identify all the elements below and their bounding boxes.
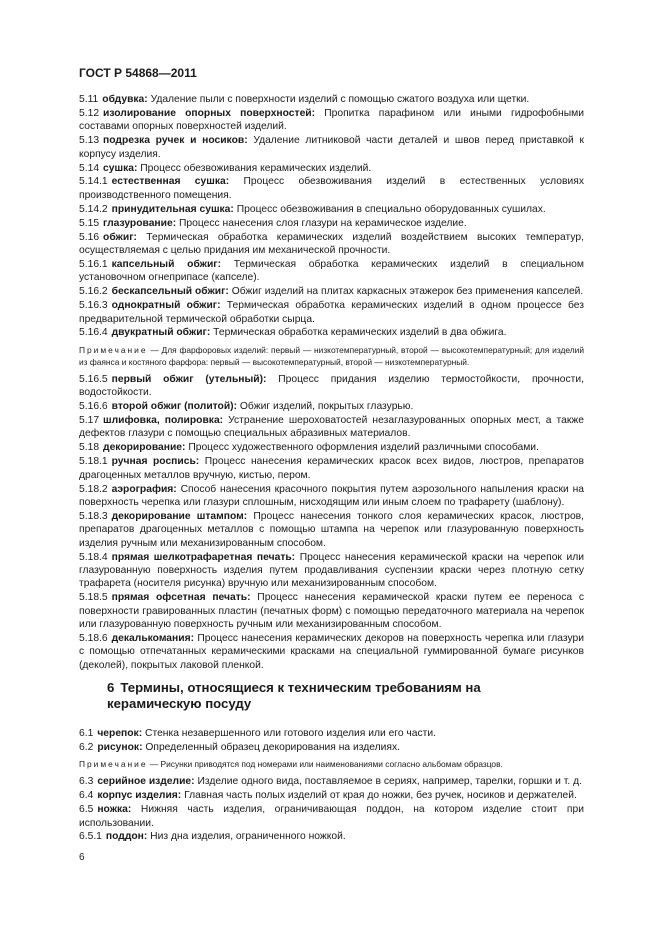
term-name: обдувка: bbox=[102, 94, 148, 105]
clause-number: 5.14.1 bbox=[79, 176, 108, 188]
term-name: сушка: bbox=[103, 162, 138, 174]
term-name: принудительная сушка: bbox=[111, 203, 234, 215]
term-definition bbox=[79, 741, 584, 754]
term-name: декалькомания: bbox=[111, 633, 195, 645]
term-definition bbox=[79, 93, 584, 106]
term-definition bbox=[79, 231, 584, 258]
clause-number: 5.11 bbox=[79, 94, 99, 105]
term-name: шлифовка, полировка: bbox=[103, 415, 224, 427]
clause-number: 5.18.6 bbox=[79, 633, 108, 645]
term-name: глазурование: bbox=[103, 217, 177, 229]
clause-number: 6.2 bbox=[79, 741, 94, 753]
definition-text: Изделие одного вида, поставляемое в сериях, например, тарелки, горшки и т. д. bbox=[197, 776, 582, 788]
clause-number: 5.18.3 bbox=[79, 510, 108, 522]
clause-number: 5.16.2 bbox=[79, 286, 108, 298]
term-definition bbox=[79, 510, 584, 550]
term-name: аэрография: bbox=[111, 483, 177, 495]
term-definition bbox=[79, 373, 584, 400]
clause-number: 5.18 bbox=[79, 442, 100, 454]
term-name: серийное изделие: bbox=[97, 776, 195, 788]
term-definition bbox=[79, 285, 584, 298]
definition-text: Низ дна изделия, ограниченного ножкой. bbox=[150, 831, 346, 843]
clause-number: 5.15 bbox=[79, 217, 100, 229]
term-name: однократный обжиг: bbox=[111, 300, 221, 312]
definition-text: Процесс художественного оформления изделий различными способами. bbox=[188, 442, 539, 454]
clause-number: 5.18.5 bbox=[79, 592, 108, 604]
definition-text: Термическая обработка керамических изделий воздействием высоких температур, осуществляемая с целью придания им механической прочности. bbox=[79, 231, 584, 256]
term-definition bbox=[79, 551, 584, 591]
definition-text: Термическая обработка керамических изделий в специальном установочном огнеприпасе (капселе). bbox=[79, 258, 584, 284]
clause-number: 6.4 bbox=[79, 790, 94, 802]
definition-text: Пропитка парафином или иными гидрофобными составами опорных поверхностей изделий. bbox=[79, 107, 584, 133]
definition-text: Процесс нанесения керамических декоров на поверхность черепка или глазури с помощью отпечатанных керамическими красками на специальной гуммированной бумаге рисунков (деколей), покрытых лаковой пленкой. bbox=[79, 633, 584, 671]
page-number: 6 bbox=[79, 852, 85, 863]
term-definition bbox=[79, 107, 584, 134]
clause-number: 6.5 bbox=[79, 804, 94, 816]
clause-number: 5.16.3 bbox=[79, 300, 108, 312]
definition-text: Термическая обработка керамических изделий в одном процессе без предварительной термической обработки сырца. bbox=[79, 300, 584, 325]
note-text: — Для фарфоровых изделий: первый — низкотемпературный, второй — высокотемпературный; для изделий из фаянса и костяного фарфора: первый — высокотемпературный, второй — низкотемпературный. bbox=[79, 344, 585, 367]
definition-text: Удаление литниковой части деталей и швов перед приставкой к корпусу изделия. bbox=[79, 135, 584, 160]
definition-text: Процесс обезвоживания изделий в естественных условиях производственного помещения. bbox=[79, 176, 584, 201]
document-header: ГОСТ Р 54868—2011 bbox=[79, 66, 197, 80]
term-definition bbox=[79, 789, 584, 802]
clause-number: 6.1 bbox=[79, 728, 94, 739]
terms-block-3 bbox=[79, 727, 584, 844]
clause-number: 5.14.2 bbox=[79, 203, 108, 215]
clause-number: 5.16 bbox=[79, 231, 100, 243]
term-definition bbox=[79, 483, 584, 510]
definition-text: Термическая обработка керамических изделий в два обжига. bbox=[213, 327, 507, 339]
note-label: Примечание bbox=[79, 344, 148, 355]
definition-text: Процесс обезвоживания керамических изделий. bbox=[140, 162, 372, 174]
term-definition bbox=[79, 441, 584, 454]
clause-number: 5.16.5 bbox=[79, 373, 108, 385]
definition-text: Процесс придания изделию термостойкости, прочности, водостойкости. bbox=[79, 373, 585, 399]
term-name: ножка: bbox=[97, 804, 132, 816]
term-definition bbox=[79, 727, 584, 740]
term-name: обжиг: bbox=[103, 231, 137, 243]
term-name: прямая офсетная печать: bbox=[111, 592, 251, 604]
clause-number: 6.5.1 bbox=[79, 831, 102, 843]
term-name: подрезка ручек и носиков: bbox=[103, 135, 248, 147]
terms-block-1 bbox=[79, 93, 584, 673]
term-name: рисунок: bbox=[97, 741, 143, 753]
term-name: первый обжиг (утельный): bbox=[111, 373, 267, 385]
section-number: 6 bbox=[107, 680, 115, 695]
term-name: второй обжиг (политой): bbox=[111, 401, 238, 413]
definition-text: Процесс нанесения керамической краски путем ее переноса с поверхности гравированных пластин (печатных форм) с помощью передаточного материала на черепок или глазурованную поверхность ручным или механизированным способом. bbox=[79, 592, 584, 631]
clause-number: 5.16.6 bbox=[79, 401, 108, 413]
clause-number: 5.18.2 bbox=[79, 483, 108, 495]
term-name: бескапсельный обжиг: bbox=[111, 286, 229, 298]
term-definition bbox=[79, 175, 584, 202]
definition-text: Главная часть полых изделий от края до ножки, без ручек, носиков и держателей. bbox=[184, 790, 577, 802]
definition-text: Обжиг изделий, покрытых глазурью. bbox=[239, 401, 414, 413]
term-definition bbox=[79, 632, 584, 672]
definition-text: Стенка незавершенного или готового изделия или его части. bbox=[145, 728, 436, 739]
note-text: — Рисунки приводятся под номерами или наименованиями согласно альбомам образцов. bbox=[149, 759, 503, 770]
definition-text: Удаление пыли с поверхности изделий с помощью сжатого воздуха или щетки. bbox=[150, 94, 530, 105]
term-definition bbox=[79, 414, 584, 441]
term-name: ручная роспись: bbox=[111, 456, 200, 468]
term-definition bbox=[79, 591, 584, 631]
definition-text: Устранение шероховатостей незаглазурованных опорных мест, а также дефектов глазури с помощью специальных абразивных материалов. bbox=[79, 415, 584, 440]
term-name: поддон: bbox=[105, 831, 148, 843]
term-name: декорирование штампом: bbox=[111, 510, 248, 522]
term-definition bbox=[79, 400, 584, 413]
clause-number: 6.3 bbox=[79, 776, 94, 788]
note-firing bbox=[79, 344, 584, 368]
term-name: двукратный обжиг: bbox=[111, 327, 211, 339]
term-definition bbox=[79, 217, 584, 230]
term-name: черепок: bbox=[97, 728, 143, 739]
clause-number: 5.16.1 bbox=[79, 258, 108, 270]
clause-number: 5.16.4 bbox=[79, 327, 108, 339]
term-definition bbox=[79, 162, 584, 175]
definition-text: Процесс нанесения керамических красок всех видов, люстров, препаратов драгоценных металлов вручную, кистью, пером. bbox=[79, 456, 584, 481]
definition-text: Процесс обезвоживания в специально оборудованных сушилах. bbox=[236, 203, 546, 215]
section-6-heading bbox=[107, 680, 577, 712]
term-name: корпус изделия: bbox=[97, 790, 182, 802]
term-name: изолирование опорных поверхностей: bbox=[103, 107, 316, 119]
term-definition bbox=[79, 803, 584, 830]
term-definition bbox=[79, 455, 584, 482]
term-name: капсельный обжиг: bbox=[111, 258, 222, 270]
term-definition bbox=[79, 299, 584, 326]
term-definition bbox=[79, 134, 584, 161]
definition-text: Процесс нанесения слоя глазури на керамическое изделие. bbox=[179, 217, 467, 229]
term-definition bbox=[79, 258, 584, 285]
clause-number: 5.13 bbox=[79, 135, 100, 147]
section-title: Термины, относящиеся к техническим требованиям на керамическую посуду bbox=[107, 680, 481, 711]
term-name: естественная сушка: bbox=[111, 176, 230, 188]
definition-text: Обжиг изделий на плитах каркасных этажерок без применения капселей. bbox=[231, 286, 584, 298]
note-label: Примечание bbox=[79, 759, 148, 770]
definition-text: Нижняя часть изделия, ограничивающая поддон, на котором изделие стоит при использовании. bbox=[79, 804, 584, 829]
definition-text: Процесс нанесения тонкого слоя керамических красок, люстров, препаратов драгоценных металлов с помощью штампа на черепок или глазурованную поверхность изделия ручным или механизированным способом. bbox=[79, 510, 584, 549]
definition-text: Способ нанесения красочного покрытия путем аэрозольного напыления краски на поверхность черепка или глазури сплошным, нисходящим или иным слоем по трафарету (шаблону). bbox=[79, 483, 584, 508]
clause-number: 5.17 bbox=[79, 415, 100, 427]
term-definition bbox=[79, 830, 584, 843]
definition-text: Процесс нанесения керамической краски на черепок или глазурованную поверхность изделия путем продавливания суспензии краски через плотную сетку трафарета (носителя рисунка) вручную или механизированным способом. bbox=[79, 551, 584, 590]
clause-number: 5.18.1 bbox=[79, 456, 108, 468]
clause-number: 5.12 bbox=[79, 107, 100, 119]
term-name: прямая шелкотрафаретная печать: bbox=[111, 551, 296, 563]
term-definition bbox=[79, 775, 584, 788]
clause-number: 5.14 bbox=[79, 162, 100, 174]
term-name: декорирование: bbox=[103, 442, 186, 454]
note-pattern bbox=[79, 758, 584, 770]
term-definition bbox=[79, 203, 584, 216]
clause-number: 5.18.4 bbox=[79, 551, 108, 563]
definition-text: Определенный образец декорирования на изделиях. bbox=[145, 741, 400, 753]
term-definition bbox=[79, 326, 584, 339]
